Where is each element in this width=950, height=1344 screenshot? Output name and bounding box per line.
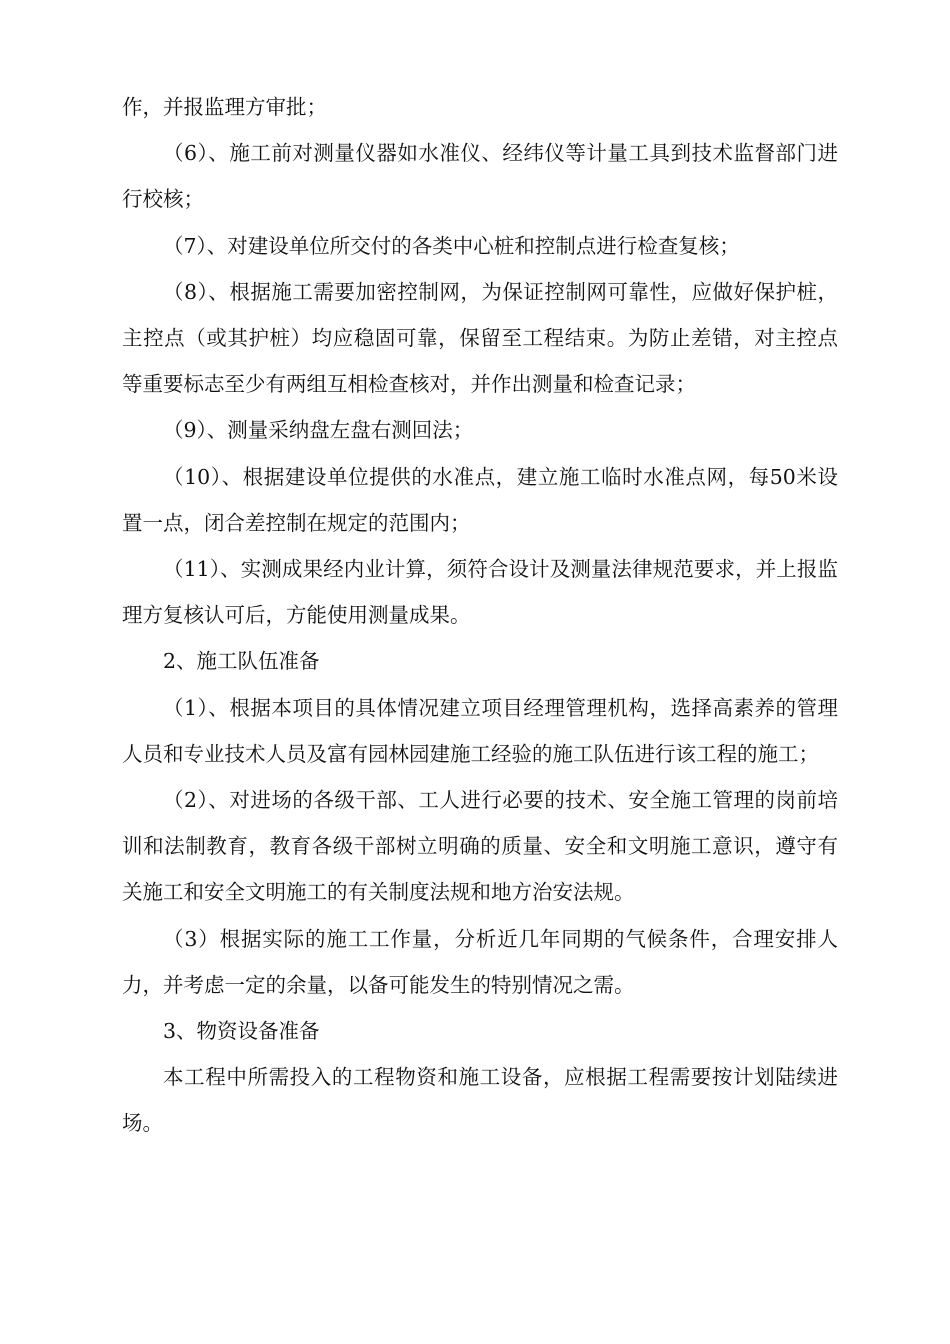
section-heading-team-preparation: 2、施工队伍准备 — [163, 649, 320, 674]
paragraph-item-7: （7）、对建设单位所交付的各类中心桩和控制点进行检查复核； — [163, 233, 740, 258]
paragraph-continuation: 作，并报监理方审批； — [122, 95, 327, 119]
paragraph-item-6: （6）、施工前对测量仪器如水准仪、经纬仪等计量工具到技术监督部门进行校核； — [122, 141, 838, 212]
paragraph-item-11: （11）、实测成果经内业计算，须符合设计及测量法律规范要求，并上报监理方复核认可后，方能使用测量成果。 — [122, 557, 838, 628]
paragraph-team-item-3: （3）根据实际的施工工作量，分析近几年同期的气候条件，合理安排人力，并考虑一定的余量，以备可能发生的特别情况之需。 — [122, 926, 838, 997]
document-body — [122, 84, 838, 1147]
paragraph-item-10: （10）、根据建设单位提供的水准点，建立施工临时水准点网，每50米设置一点，闭合差控制在规定的范围内； — [122, 464, 838, 535]
paragraph-materials: 本工程中所需投入的工程物资和施工设备，应根据工程需要按计划陆续进场。 — [122, 1065, 838, 1136]
section-heading-materials-preparation: 3、物资设备准备 — [163, 1019, 320, 1044]
paragraph-team-item-2: （2）、对进场的各级干部、工人进行必要的技术、安全施工管理的岗前培训和法制教育，教育各级干部树立明确的质量、安全和文明施工意识，遵守有关施工和安全文明施工的有关制度法规和地方治安法规。 — [122, 788, 838, 905]
paragraph-item-9: （9）、测量采纳盘左盘右测回法； — [163, 418, 474, 443]
paragraph-team-item-1: （1）、根据本项目的具体情况建立项目经理管理机构，选择高素养的管理人员和专业技术人员及富有园林园建施工经验的施工队伍进行该工程的施工； — [122, 695, 838, 766]
paragraph-item-8: （8）、根据施工需要加密控制网，为保证控制网可靠性，应做好保护桩，主控点（或其护桩）均应稳固可靠，保留至工程结束。为防止差错，对主控点等重要标志至少有两组互相检查核对，并作出测量和检查记录； — [122, 279, 838, 397]
